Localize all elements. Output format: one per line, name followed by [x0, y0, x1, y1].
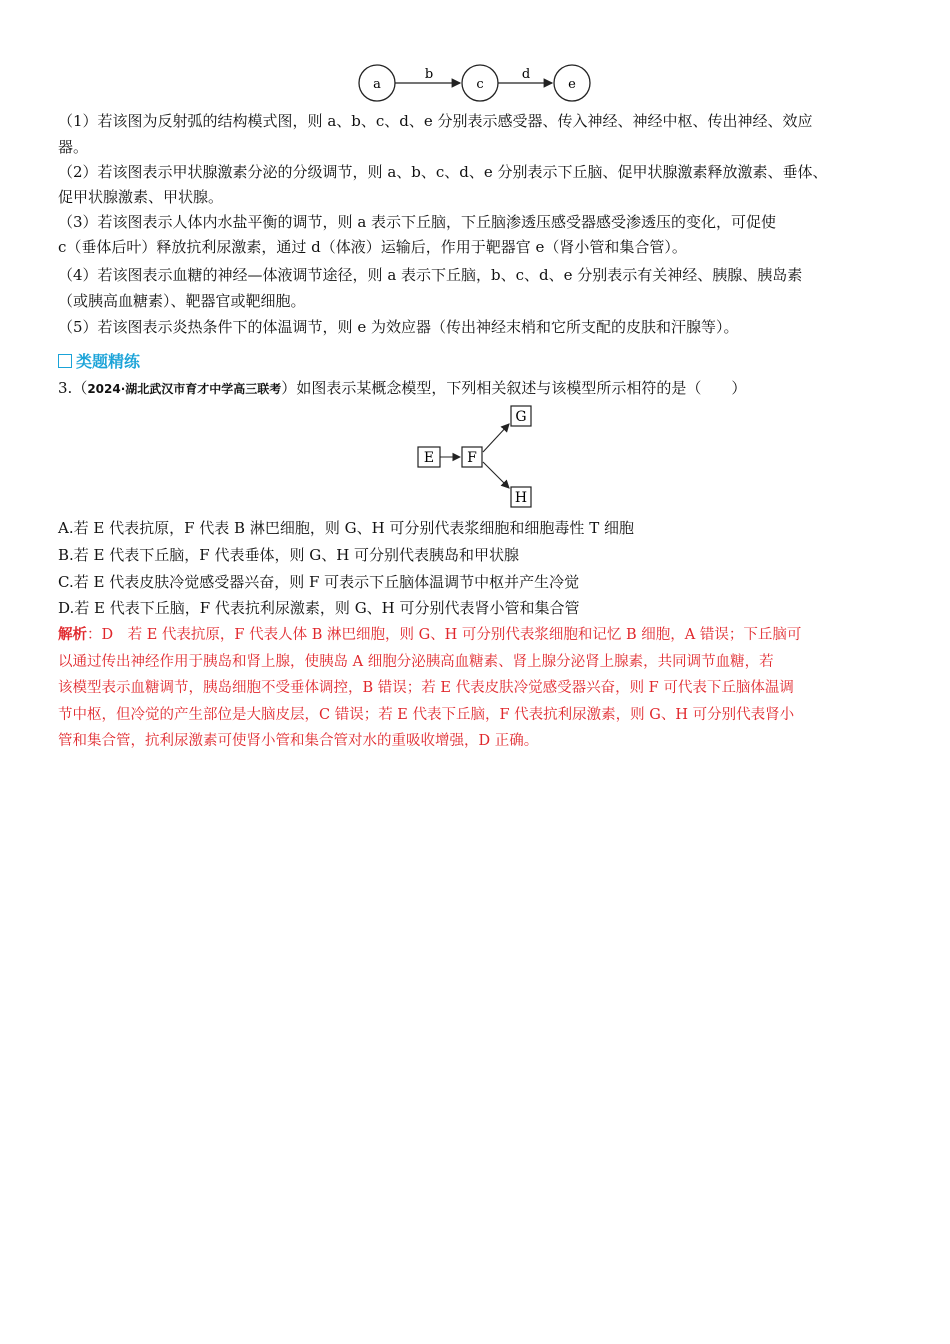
answer-explanation — [58, 622, 898, 755]
explanation-line: 器。 — [58, 138, 89, 156]
edge-label-d: d — [521, 67, 531, 82]
option-c: C.若 E 代表皮肤冷觉感受器兴奋，则 F 可表示下丘脑体温调节中枢并产生冷觉 — [58, 573, 580, 591]
arrow-f-g — [483, 424, 509, 452]
option-d: D.若 E 代表下丘脑，F 代表抗利尿激素，则 G、H 可分别代表肾小管和集合管 — [58, 599, 580, 617]
question-stem — [58, 378, 746, 399]
label-f: F — [467, 450, 477, 466]
option-b: B.若 E 代表下丘脑，F 代表垂体，则 G、H 可分别代表胰岛和甲状腺 — [58, 546, 520, 564]
answer-text: ：D 若 E 代表抗原，F 代表人体 B 淋巴细胞，则 G、H 可分别代表浆细胞和记忆 B 细胞，A 错误；下丘脑可 — [87, 627, 802, 643]
checkbox-icon — [58, 354, 72, 368]
explanation-line: （5）若该图表示炎热条件下的体温调节，则 e 为效应器（传出神经末梢和它所支配的皮肤和汗腺等）。 — [58, 318, 739, 336]
question-text: 如图表示某概念模型，下列相关叙述与该模型所示相符的是（ ） — [296, 379, 747, 397]
answer-row: 节中枢，但冷觉的产生部位是大脑皮层，C 错误；若 E 代表下丘脑，F 代表抗利尿激素，则 G、H 可分别代表肾小 — [58, 706, 795, 723]
explanation-line: （1）若该图为反射弧的结构模式图，则 a、b、c、d、e 分别表示感受器、传入神经、神经中枢、传出神经、效应 — [58, 112, 813, 130]
label-h: H — [514, 490, 528, 506]
explanation-line: （3）若该图表示人体内水盐平衡的调节，则 a 表示下丘脑，下丘脑渗透压感受器感受渗透压的变化，可促使 — [58, 213, 777, 231]
label-g: G — [515, 409, 527, 425]
explanation-line: c（垂体后叶）释放抗利尿激素，通过 d（体液）运输后，作用于靶器官 e（肾小管和集合管）。 — [58, 238, 687, 256]
edge-label-b: b — [424, 67, 434, 82]
node-label-a: a — [373, 77, 381, 92]
explanation-line: 促甲状腺激素、甲状腺。 — [58, 188, 224, 206]
option-a: A.若 E 代表抗原，F 代表 B 淋巴细胞，则 G、H 可分别代表浆细胞和细胞毒性 T 细胞 — [58, 519, 634, 537]
question-source-open: （ — [72, 379, 88, 397]
node-label-c: c — [476, 77, 484, 92]
section-title-text: 类题精练 — [76, 352, 141, 371]
section-title — [58, 351, 140, 373]
reflex-arc-diagram — [350, 62, 600, 106]
explanation-line: （或胰高血糖素）、靶器官或靶细胞。 — [58, 292, 306, 310]
answer-label: 解析 — [58, 626, 87, 643]
question-source: 2024·湖北武汉市育才中学高三联考 — [87, 382, 282, 396]
answer-row: 以通过传出神经作用于胰岛和肾上腺，使胰岛 A 细胞分泌胰高血糖素、肾上腺分泌肾上腺素，共同调节血糖，若 — [58, 653, 774, 670]
node-label-e: e — [568, 77, 576, 92]
arrow-f-h — [483, 462, 509, 488]
answer-row — [58, 622, 898, 649]
question-source-close: ） — [281, 379, 297, 397]
question-number: 3. — [58, 379, 73, 397]
label-e: E — [423, 450, 435, 466]
concept-model-diagram — [410, 402, 540, 512]
answer-row: 该模型表示血糖调节，胰岛细胞不受垂体调控，B 错误；若 E 代表皮肤冷觉感受器兴奋，则 F 可代表下丘脑体温调 — [58, 680, 794, 696]
explanation-line: （4）若该图表示血糖的神经—体液调节途径，则 a 表示下丘脑，b、c、d、e 分别表示有关神经、胰腺、胰岛素 — [58, 266, 803, 284]
explanation-line: （2）若该图表示甲状腺激素分泌的分级调节，则 a、b、c、d、e 分别表示下丘脑、促甲状腺激素释放激素、垂体、 — [58, 163, 828, 181]
answer-row: 管和集合管，抗利尿激素可使肾小管和集合管对水的重吸收增强，D 正确。 — [58, 733, 539, 749]
